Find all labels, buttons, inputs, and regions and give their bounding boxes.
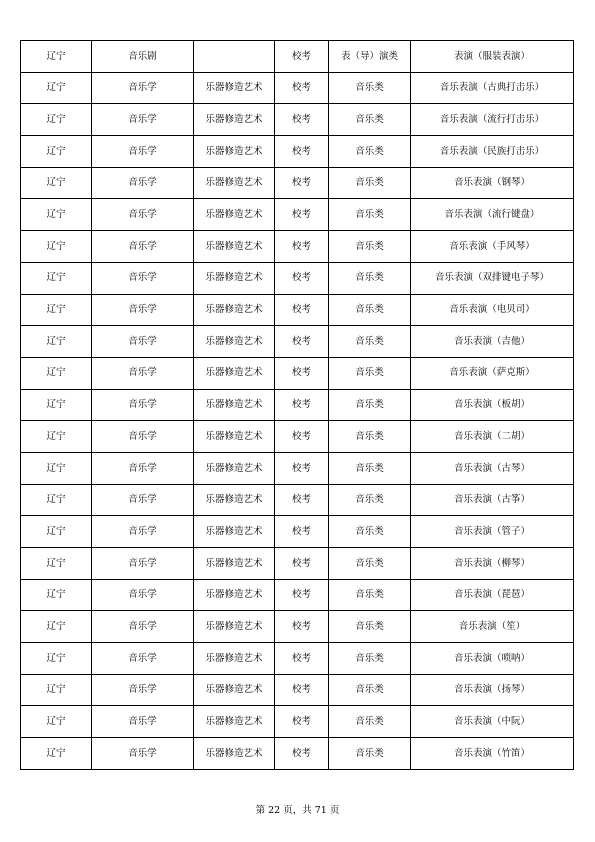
table-row: [21, 326, 574, 358]
specialty-cell: 音乐表演（竹笛）: [411, 738, 574, 770]
specialty-cell: 音乐表演（古典打击乐）: [411, 72, 574, 104]
specialty-cell: 音乐表演（笙）: [411, 611, 574, 643]
direction-cell: 乐器修造艺术: [194, 611, 275, 643]
specialty-cell: 音乐表演（唢呐）: [411, 643, 574, 675]
category-cell: 音乐类: [329, 548, 411, 580]
major-cell: 音乐学: [92, 421, 194, 453]
table-row: [21, 421, 574, 453]
province-cell: 辽宁: [21, 421, 92, 453]
province-cell: 辽宁: [21, 389, 92, 421]
specialty-cell: 音乐表演（手风琴）: [411, 231, 574, 263]
category-cell: 音乐类: [329, 516, 411, 548]
major-cell: 音乐学: [92, 136, 194, 168]
direction-cell: 乐器修造艺术: [194, 389, 275, 421]
table-row: [21, 167, 574, 199]
specialty-cell: 音乐表演（柳琴）: [411, 548, 574, 580]
major-cell: 音乐学: [92, 199, 194, 231]
province-cell: 辽宁: [21, 72, 92, 104]
major-cell: 音乐学: [92, 357, 194, 389]
category-cell: 音乐类: [329, 484, 411, 516]
direction-cell: 乐器修造艺术: [194, 643, 275, 675]
table-row: [21, 294, 574, 326]
table-row: [21, 548, 574, 580]
exam-type-cell: 校考: [275, 104, 329, 136]
major-cell: 音乐剧: [92, 41, 194, 73]
category-cell: 音乐类: [329, 357, 411, 389]
exam-type-cell: 校考: [275, 41, 329, 73]
exam-type-cell: 校考: [275, 199, 329, 231]
province-cell: 辽宁: [21, 104, 92, 136]
province-cell: 辽宁: [21, 643, 92, 675]
table-row: [21, 389, 574, 421]
specialty-cell: 音乐表演（中阮）: [411, 706, 574, 738]
category-cell: 音乐类: [329, 136, 411, 168]
major-cell: 音乐学: [92, 104, 194, 136]
table-row: [21, 262, 574, 294]
direction-cell: 乐器修造艺术: [194, 294, 275, 326]
major-cell: 音乐学: [92, 674, 194, 706]
exam-type-cell: 校考: [275, 738, 329, 770]
direction-cell: 乐器修造艺术: [194, 136, 275, 168]
table-row: [21, 452, 574, 484]
page-footer: 第 22 页，共 71 页: [255, 805, 340, 816]
major-cell: 音乐学: [92, 484, 194, 516]
major-cell: 音乐学: [92, 262, 194, 294]
direction-cell: 乐器修造艺术: [194, 452, 275, 484]
exam-type-cell: 校考: [275, 706, 329, 738]
specialty-cell: 音乐表演（古琴）: [411, 452, 574, 484]
direction-cell: 乐器修造艺术: [194, 674, 275, 706]
major-cell: 音乐学: [92, 643, 194, 675]
category-cell: 音乐类: [329, 167, 411, 199]
direction-cell: 乐器修造艺术: [194, 199, 275, 231]
exam-type-cell: 校考: [275, 643, 329, 675]
major-cell: 音乐学: [92, 738, 194, 770]
category-cell: 音乐类: [329, 72, 411, 104]
direction-cell: 乐器修造艺术: [194, 72, 275, 104]
specialty-cell: 音乐表演（流行打击乐）: [411, 104, 574, 136]
table-row: [21, 104, 574, 136]
direction-cell: 乐器修造艺术: [194, 104, 275, 136]
category-cell: 音乐类: [329, 421, 411, 453]
category-cell: 音乐类: [329, 262, 411, 294]
direction-cell: 乐器修造艺术: [194, 326, 275, 358]
exam-type-cell: 校考: [275, 674, 329, 706]
admission-table: [20, 40, 574, 770]
table-row: [21, 706, 574, 738]
direction-cell: [194, 41, 275, 73]
direction-cell: 乐器修造艺术: [194, 706, 275, 738]
major-cell: 音乐学: [92, 579, 194, 611]
exam-type-cell: 校考: [275, 326, 329, 358]
major-cell: 音乐学: [92, 389, 194, 421]
specialty-cell: 音乐表演（钢琴）: [411, 167, 574, 199]
specialty-cell: 音乐表演（古筝）: [411, 484, 574, 516]
specialty-cell: 音乐表演（民族打击乐）: [411, 136, 574, 168]
table-row: [21, 231, 574, 263]
exam-type-cell: 校考: [275, 452, 329, 484]
province-cell: 辽宁: [21, 167, 92, 199]
exam-type-cell: 校考: [275, 136, 329, 168]
major-cell: 音乐学: [92, 231, 194, 263]
specialty-cell: 音乐表演（流行键盘）: [411, 199, 574, 231]
specialty-cell: 音乐表演（板胡）: [411, 389, 574, 421]
direction-cell: 乐器修造艺术: [194, 231, 275, 263]
specialty-cell: 音乐表演（二胡）: [411, 421, 574, 453]
category-cell: 音乐类: [329, 294, 411, 326]
direction-cell: 乐器修造艺术: [194, 357, 275, 389]
direction-cell: 乐器修造艺术: [194, 484, 275, 516]
direction-cell: 乐器修造艺术: [194, 516, 275, 548]
table-row: [21, 357, 574, 389]
table-body: [21, 41, 574, 770]
specialty-cell: 音乐表演（琵琶）: [411, 579, 574, 611]
exam-type-cell: 校考: [275, 516, 329, 548]
category-cell: 音乐类: [329, 611, 411, 643]
province-cell: 辽宁: [21, 516, 92, 548]
province-cell: 辽宁: [21, 738, 92, 770]
direction-cell: 乐器修造艺术: [194, 548, 275, 580]
province-cell: 辽宁: [21, 41, 92, 73]
category-cell: 音乐类: [329, 231, 411, 263]
specialty-cell: 音乐表演（吉他）: [411, 326, 574, 358]
province-cell: 辽宁: [21, 452, 92, 484]
table-row: [21, 136, 574, 168]
table-row: [21, 72, 574, 104]
category-cell: 表（导）演类: [329, 41, 411, 73]
province-cell: 辽宁: [21, 357, 92, 389]
category-cell: 音乐类: [329, 452, 411, 484]
exam-type-cell: 校考: [275, 579, 329, 611]
table-row: [21, 738, 574, 770]
major-cell: 音乐学: [92, 548, 194, 580]
province-cell: 辽宁: [21, 294, 92, 326]
province-cell: 辽宁: [21, 548, 92, 580]
major-cell: 音乐学: [92, 611, 194, 643]
exam-type-cell: 校考: [275, 421, 329, 453]
exam-type-cell: 校考: [275, 262, 329, 294]
province-cell: 辽宁: [21, 706, 92, 738]
specialty-cell: 音乐表演（电贝司）: [411, 294, 574, 326]
category-cell: 音乐类: [329, 579, 411, 611]
category-cell: 音乐类: [329, 674, 411, 706]
table-row: [21, 611, 574, 643]
province-cell: 辽宁: [21, 136, 92, 168]
table-row: [21, 516, 574, 548]
exam-type-cell: 校考: [275, 72, 329, 104]
exam-type-cell: 校考: [275, 231, 329, 263]
direction-cell: 乐器修造艺术: [194, 262, 275, 294]
table-row: [21, 674, 574, 706]
direction-cell: 乐器修造艺术: [194, 579, 275, 611]
exam-type-cell: 校考: [275, 611, 329, 643]
category-cell: 音乐类: [329, 389, 411, 421]
category-cell: 音乐类: [329, 104, 411, 136]
category-cell: 音乐类: [329, 643, 411, 675]
major-cell: 音乐学: [92, 72, 194, 104]
province-cell: 辽宁: [21, 326, 92, 358]
major-cell: 音乐学: [92, 452, 194, 484]
specialty-cell: 音乐表演（管子）: [411, 516, 574, 548]
table-row: [21, 199, 574, 231]
category-cell: 音乐类: [329, 706, 411, 738]
specialty-cell: 音乐表演（萨克斯）: [411, 357, 574, 389]
direction-cell: 乐器修造艺术: [194, 738, 275, 770]
direction-cell: 乐器修造艺术: [194, 167, 275, 199]
category-cell: 音乐类: [329, 326, 411, 358]
province-cell: 辽宁: [21, 674, 92, 706]
exam-type-cell: 校考: [275, 357, 329, 389]
category-cell: 音乐类: [329, 199, 411, 231]
category-cell: 音乐类: [329, 738, 411, 770]
major-cell: 音乐学: [92, 516, 194, 548]
table-row: [21, 41, 574, 73]
table-row: [21, 643, 574, 675]
table-row: [21, 484, 574, 516]
major-cell: 音乐学: [92, 326, 194, 358]
exam-type-cell: 校考: [275, 484, 329, 516]
major-cell: 音乐学: [92, 706, 194, 738]
province-cell: 辽宁: [21, 199, 92, 231]
province-cell: 辽宁: [21, 611, 92, 643]
table-row: [21, 579, 574, 611]
direction-cell: 乐器修造艺术: [194, 421, 275, 453]
major-cell: 音乐学: [92, 167, 194, 199]
specialty-cell: 音乐表演（双排键电子琴）: [411, 262, 574, 294]
specialty-cell: 音乐表演（扬琴）: [411, 674, 574, 706]
province-cell: 辽宁: [21, 262, 92, 294]
specialty-cell: 表演（服装表演）: [411, 41, 574, 73]
province-cell: 辽宁: [21, 231, 92, 263]
province-cell: 辽宁: [21, 579, 92, 611]
exam-type-cell: 校考: [275, 167, 329, 199]
exam-type-cell: 校考: [275, 389, 329, 421]
exam-type-cell: 校考: [275, 548, 329, 580]
exam-type-cell: 校考: [275, 294, 329, 326]
province-cell: 辽宁: [21, 484, 92, 516]
major-cell: 音乐学: [92, 294, 194, 326]
